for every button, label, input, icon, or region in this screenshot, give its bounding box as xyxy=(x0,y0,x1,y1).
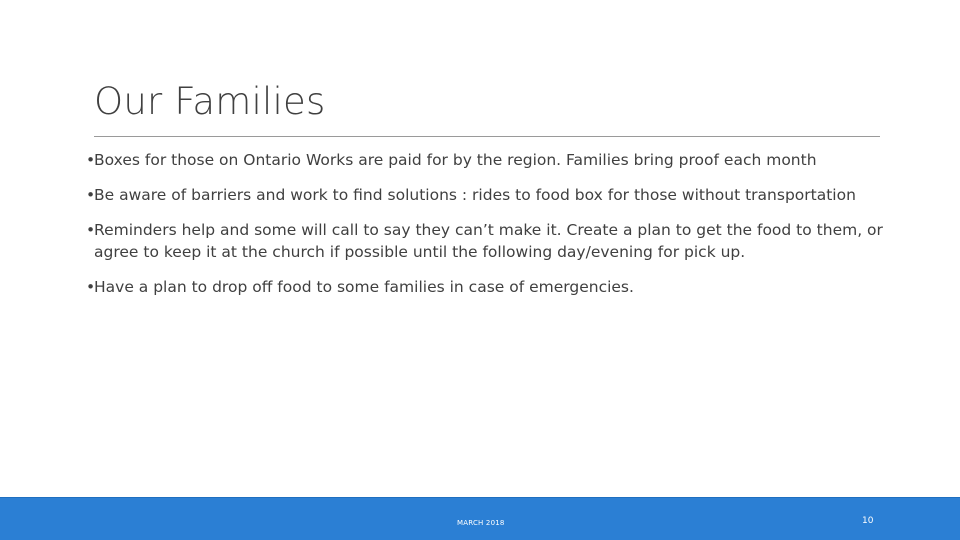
bullet-item: • Be aware of barriers and work to find solutions : rides to food box for those without transportation xyxy=(86,184,886,206)
page-number: 10 xyxy=(862,516,874,526)
bullet-list xyxy=(86,149,886,311)
footer-date: MARCH 2018 xyxy=(457,519,505,527)
bullet-item: • Boxes for those on Ontario Works are paid for by the region. Families bring proof each month xyxy=(86,149,886,171)
bullet-item: • Reminders help and some will call to say they can’t make it. Create a plan to get the food to them, or agree to keep it at the church if possible until the following day/evening for pick up. xyxy=(86,219,886,263)
title-divider xyxy=(94,136,880,137)
bullet-item: • Have a plan to drop off food to some families in case of emergencies. xyxy=(86,276,886,298)
slide-title: Our Families xyxy=(94,80,326,123)
